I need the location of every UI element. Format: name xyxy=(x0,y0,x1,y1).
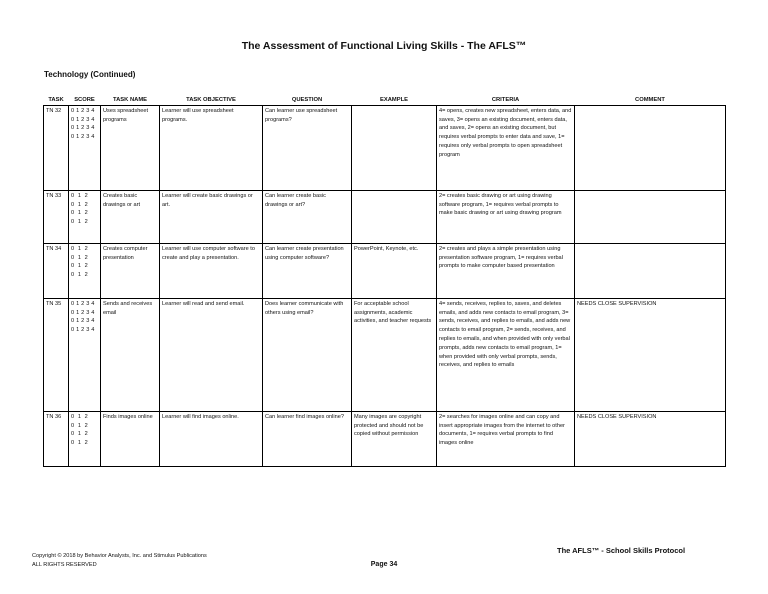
task-id: TN 36 xyxy=(44,411,69,466)
task-objective: Learner will use computer software to create and play a presentation. xyxy=(160,243,263,298)
assessment-table xyxy=(43,96,726,467)
task-name: Creates computer presentation xyxy=(101,243,160,298)
score-line: 0 1 2 xyxy=(71,219,88,226)
example: PowerPoint, Keynote, etc. xyxy=(352,243,437,298)
task-name: Finds images online xyxy=(101,411,160,466)
score-options xyxy=(69,411,101,466)
question: Can learner create presentation using computer software? xyxy=(263,243,352,298)
question: Can learner create basic drawings or art? xyxy=(263,190,352,243)
score-line: 0 1 2 3 4 xyxy=(71,116,95,123)
column-header-task-name: TASK NAME xyxy=(101,96,160,105)
score-line: 0 1 2 3 4 xyxy=(71,134,95,141)
criteria: 2= creates basic drawing or art using drawing software program, 1= requires verbal prompts to make basic drawing or art using drawing program xyxy=(437,190,575,243)
question: Can learner use spreadsheet programs? xyxy=(263,105,352,190)
criteria: 2= searches for images online and can copy and insert appropriate images from the internet to other documents, 1= requires verbal prompts to find images online xyxy=(437,411,575,466)
task-objective: Learner will find images online. xyxy=(160,411,263,466)
score-line: 0 1 2 xyxy=(71,201,88,208)
task-objective: Learner will use spreadsheet programs. xyxy=(160,105,263,190)
comment: NEEDS CLOSE SUPERVISION xyxy=(575,411,726,466)
task-id: TN 32 xyxy=(44,105,69,190)
example: For acceptable school assignments, academic activities, and teacher requests xyxy=(352,298,437,411)
example xyxy=(352,105,437,190)
table-row xyxy=(44,190,726,243)
score-line: 0 1 2 xyxy=(71,210,88,217)
criteria: 4= sends, receives, replies to, saves, and deletes emails, and adds new contacts to email program, 3= sends, receives, and replies to emails, and adds new contacts to email program, 2= sends, receives, and replies to emails, and when provided with only verbal prompts, adds new contacts to email program, 1= when provided with only verbal prompts, sends, receives, and replies to emails xyxy=(437,298,575,411)
score-line: 0 1 2 xyxy=(71,263,88,270)
column-header-example: EXAMPLE xyxy=(352,96,437,105)
question: Can learner find images online? xyxy=(263,411,352,466)
score-line: 0 1 2 xyxy=(71,440,88,447)
score-line: 0 1 2 3 4 xyxy=(71,107,95,114)
score-options xyxy=(69,105,101,190)
rights-text: ALL RIGHTS RESERVED xyxy=(32,562,97,568)
section-heading: Technology (Continued) xyxy=(44,70,136,79)
example: Many images are copyright protected and should not be copied without permission xyxy=(352,411,437,466)
page-number: Page 34 xyxy=(370,561,398,568)
task-id: TN 34 xyxy=(44,243,69,298)
score-line: 0 1 2 3 4 xyxy=(71,125,95,132)
score-line: 0 1 2 xyxy=(71,422,88,429)
score-options xyxy=(69,243,101,298)
question: Does learner communicate with others using email? xyxy=(263,298,352,411)
comment: NEEDS CLOSE SUPERVISION xyxy=(575,298,726,411)
score-line: 0 1 2 3 4 xyxy=(71,309,95,316)
task-name: Uses spreadsheet programs xyxy=(101,105,160,190)
score-options xyxy=(69,298,101,411)
task-objective: Learner will create basic drawings or art. xyxy=(160,190,263,243)
column-header-question: QUESTION xyxy=(263,96,352,105)
score-line: 0 1 2 3 4 xyxy=(71,327,95,334)
protocol-name: The AFLS™ - School Skills Protocol xyxy=(557,546,686,555)
score-line: 0 1 2 xyxy=(71,413,88,420)
column-header-score: SCORE xyxy=(69,96,101,105)
score-line: 0 1 2 3 4 xyxy=(71,300,95,307)
task-name: Creates basic drawings or art xyxy=(101,190,160,243)
comment xyxy=(575,105,726,190)
table-header-row xyxy=(44,96,726,105)
document-title: The Assessment of Functional Living Skills - The AFLS™ xyxy=(241,40,527,52)
table-row xyxy=(44,105,726,190)
task-objective: Learner will read and send email. xyxy=(160,298,263,411)
score-line: 0 1 2 3 4 xyxy=(71,318,95,325)
criteria: 2= creates and plays a simple presentation using presentation software program, 1= requires verbal prompts to make computer based presentation xyxy=(437,243,575,298)
table-row xyxy=(44,411,726,466)
score-line: 0 1 2 xyxy=(71,431,88,438)
copyright-text: Copyright © 2018 by Behavior Analysts, Inc. and Stimulus Publications xyxy=(32,553,207,559)
comment xyxy=(575,190,726,243)
column-header-task: TASK xyxy=(44,96,69,105)
table-row xyxy=(44,243,726,298)
task-id: TN 35 xyxy=(44,298,69,411)
score-line: 0 1 2 xyxy=(71,192,88,199)
score-line: 0 1 2 xyxy=(71,245,88,252)
score-options xyxy=(69,190,101,243)
task-name: Sends and receives email xyxy=(101,298,160,411)
score-line: 0 1 2 xyxy=(71,272,88,279)
comment xyxy=(575,243,726,298)
example xyxy=(352,190,437,243)
criteria: 4= opens, creates new spreadsheet, enters data, and saves, 3= opens an existing document, enters data, and saves, 2= opens an existing document, but requires verbal prompts to enter data and save, 1= requires only verbal prompts to open spreadsheet program xyxy=(437,105,575,190)
column-header-task-objective: TASK OBJECTIVE xyxy=(160,96,263,105)
column-header-criteria: CRITERIA xyxy=(437,96,575,105)
table-row xyxy=(44,298,726,411)
task-id: TN 33 xyxy=(44,190,69,243)
column-header-comment: COMMENT xyxy=(575,96,726,105)
score-line: 0 1 2 xyxy=(71,254,88,261)
